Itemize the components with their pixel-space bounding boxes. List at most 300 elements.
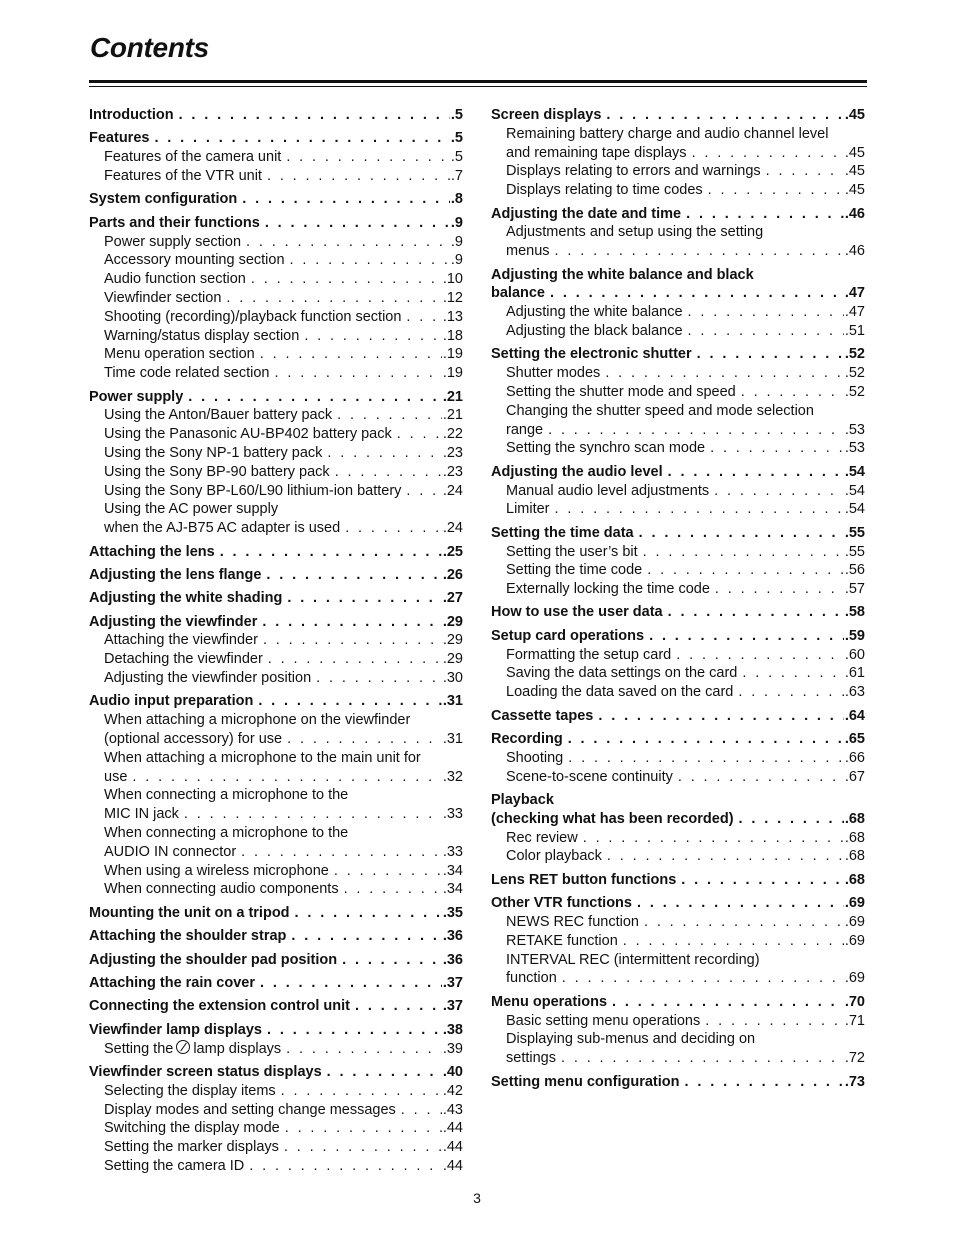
toc-entry-text: When connecting audio components xyxy=(104,881,339,898)
dot-leader xyxy=(275,364,442,383)
toc-entry-title xyxy=(506,664,737,683)
toc-heading-connecting-the-extension-control-unit[interactable] xyxy=(89,997,463,1016)
toc-page-number: .61 xyxy=(844,665,865,682)
dot-leader xyxy=(295,904,442,923)
toc-entry-text: Features of the camera unit xyxy=(104,149,282,166)
toc-heading-power-supply[interactable] xyxy=(89,388,463,407)
toc-heading-adjusting-the-lens-flange[interactable] xyxy=(89,566,463,585)
toc-heading-adjusting-the-white-shading[interactable] xyxy=(89,589,463,608)
dot-leader xyxy=(355,997,442,1016)
toc-heading-menu-operations[interactable] xyxy=(491,993,865,1012)
toc-page-number: .65 xyxy=(844,731,865,748)
toc-heading-introduction[interactable] xyxy=(89,106,463,125)
dot-leader xyxy=(623,932,844,951)
toc-entry-limiter[interactable] xyxy=(491,500,865,519)
toc-page-number: .56 xyxy=(844,562,865,579)
toc-entry-shooting-recording-playback-function-sec[interactable] xyxy=(89,308,463,327)
toc-entry-features-of-the-vtr-unit[interactable] xyxy=(89,167,463,186)
toc-entry-text: Menu operations xyxy=(491,993,608,1010)
toc-heading-setting-the-electronic-shutter[interactable] xyxy=(491,345,865,364)
toc-entry-text: Audio function section xyxy=(104,271,246,288)
toc-page-number: .70 xyxy=(844,993,865,1010)
dot-leader xyxy=(568,749,844,768)
dot-leader xyxy=(742,664,843,683)
toc-heading-features[interactable] xyxy=(89,129,463,148)
toc-entry-setting-the-camera-id[interactable] xyxy=(89,1157,463,1176)
toc-heading-attaching-the-shoulder-strap[interactable] xyxy=(89,927,463,946)
toc-section xyxy=(89,997,463,1016)
toc-entry-text: Introduction xyxy=(89,107,174,123)
dot-leader xyxy=(281,1082,442,1101)
toc-page-number: .44 xyxy=(442,1139,463,1156)
toc-entry-title xyxy=(104,824,348,843)
toc-entry-text: Setting the xyxy=(104,1040,174,1057)
toc-entry-and-remaining-tape-displays[interactable] xyxy=(491,144,865,163)
toc-heading-setup-card-operations[interactable] xyxy=(491,627,865,646)
toc-heading-recording[interactable] xyxy=(491,730,865,749)
toc-entry-title xyxy=(89,974,255,993)
toc-entry-remaining-battery-charge-and-audio-chann[interactable] xyxy=(491,125,865,144)
toc-entry-basic-setting-menu-operations[interactable] xyxy=(491,1012,865,1031)
toc-entry-text: Mounting the unit on a tripod xyxy=(89,904,290,921)
toc-entry-title xyxy=(89,1063,322,1082)
toc-entry-range[interactable] xyxy=(491,421,865,440)
dot-leader xyxy=(344,880,442,899)
toc-entry-title xyxy=(506,303,683,322)
toc-entry-title xyxy=(506,162,761,181)
toc-entry-displays-relating-to-time-codes[interactable] xyxy=(491,181,865,200)
toc-entry-setting-the-shutter-mode-and-speed[interactable] xyxy=(491,383,865,402)
toc-entry-title xyxy=(104,631,258,650)
toc-entry-displaying-sub-menus-and-deciding-on[interactable] xyxy=(491,1030,865,1049)
toc-entry-title xyxy=(491,810,734,829)
toc-entry-displays-relating-to-errors-and-warnings[interactable] xyxy=(491,162,865,181)
toc-entry-manual-audio-level-adjustments[interactable] xyxy=(491,482,865,501)
toc-entry-text: When connecting a microphone to the xyxy=(104,787,349,804)
toc-entry-when-connecting-a-microphone-to-the[interactable] xyxy=(89,786,463,805)
toc-section xyxy=(491,106,865,200)
toc-entry-switching-the-display-mode[interactable] xyxy=(89,1119,463,1138)
dot-leader xyxy=(705,1012,844,1031)
toc-heading-setting-menu-configuration[interactable] xyxy=(491,1073,865,1092)
toc-page-number: .45 xyxy=(844,163,865,180)
dot-leader xyxy=(561,1049,844,1068)
dot-leader xyxy=(291,927,441,946)
toc-heading-checking-what-has-been-recorded[interactable] xyxy=(491,810,865,829)
dot-leader xyxy=(550,284,844,303)
dot-leader xyxy=(179,106,450,125)
toc-section xyxy=(89,129,463,185)
toc-entry-detaching-the-viewfinder[interactable] xyxy=(89,650,463,669)
toc-entry-shutter-modes[interactable] xyxy=(491,364,865,383)
toc-entry-text: Remaining battery charge and audio channel level xyxy=(506,125,829,142)
toc-entry-display-modes-and-setting-change-message[interactable] xyxy=(89,1101,463,1120)
toc-heading-system-configuration[interactable] xyxy=(89,190,463,209)
toc-heading-screen-displays[interactable] xyxy=(491,106,865,125)
toc-entry-title xyxy=(104,786,348,805)
toc-entry-title xyxy=(104,1119,280,1138)
dot-leader xyxy=(686,205,844,224)
toc-section xyxy=(89,927,463,946)
toc-heading-viewfinder-lamp-displays[interactable] xyxy=(89,1021,463,1040)
toc-heading-how-to-use-the-user-data[interactable] xyxy=(491,603,865,622)
toc-entry-title xyxy=(104,148,281,167)
toc-page-number: .68 xyxy=(844,871,865,888)
toc-entry-text: Setting the camera ID xyxy=(104,1157,245,1174)
toc-page-number: .9 xyxy=(450,252,463,269)
toc-page-number: .21 xyxy=(442,407,463,424)
toc-entry-title xyxy=(491,894,632,913)
toc-entry-title xyxy=(89,214,260,233)
toc-entry-scene-to-scene-continuity[interactable] xyxy=(491,768,865,787)
dot-leader xyxy=(647,561,844,580)
toc-entry-text: Features xyxy=(89,130,150,147)
toc-entry-using-the-panasonic-au-bp402-battery-pac[interactable] xyxy=(89,425,463,444)
dot-leader xyxy=(249,1157,442,1176)
toc-page-number: .52 xyxy=(844,383,865,400)
toc-page-number: .23 xyxy=(442,463,463,480)
toc-entry-title xyxy=(506,847,602,866)
toc-entry-text: Power supply section xyxy=(104,233,242,250)
toc-page-number: .69 xyxy=(844,970,865,987)
dot-leader xyxy=(644,913,844,932)
toc-entry-title xyxy=(506,646,671,665)
toc-entry-audio-in-connector[interactable] xyxy=(89,843,463,862)
toc-entry-title xyxy=(104,345,255,364)
toc-entry-retake-function[interactable] xyxy=(491,932,865,951)
toc-page-number: .38 xyxy=(442,1021,463,1038)
toc-heading-viewfinder-screen-status-displays[interactable] xyxy=(89,1063,463,1082)
toc-entry-optional-accessory-for-use[interactable] xyxy=(89,730,463,749)
toc-page-number: .29 xyxy=(442,632,463,649)
toc-page-number: .44 xyxy=(442,1120,463,1137)
toc-entry-title xyxy=(491,707,593,726)
toc-entry-text: Setting the user’s bit xyxy=(506,543,638,560)
toc-entry-title xyxy=(104,444,322,463)
toc-entry-title xyxy=(506,383,736,402)
toc-entry-menu-operation-section[interactable] xyxy=(89,345,463,364)
toc-entry-title xyxy=(104,669,311,688)
toc-heading-cassette-tapes[interactable] xyxy=(491,707,865,726)
toc-entry-title xyxy=(89,589,282,608)
toc-entry-title xyxy=(104,289,221,308)
toc-entry-title xyxy=(506,561,642,580)
toc-entry-settings[interactable] xyxy=(491,1049,865,1068)
dot-leader xyxy=(251,270,442,289)
toc-page-number: .53 xyxy=(844,440,865,457)
toc-entry-when-connecting-a-microphone-to-the[interactable] xyxy=(89,824,463,843)
toc-page-number: .24 xyxy=(442,520,463,537)
dot-leader xyxy=(263,631,442,650)
toc-entry-viewfinder-section[interactable] xyxy=(89,289,463,308)
toc-page-number: .47 xyxy=(844,304,865,321)
toc-right-column xyxy=(491,106,865,1096)
dot-leader xyxy=(184,805,442,824)
toc-entry-title xyxy=(491,106,601,125)
toc-entry-title xyxy=(104,768,127,787)
toc-entry-title xyxy=(104,862,329,881)
toc-entry-text: Setup card operations xyxy=(491,627,645,644)
toc-entry-audio-function-section[interactable] xyxy=(89,270,463,289)
toc-entry-title xyxy=(104,463,330,482)
toc-entry-text: Setting the time code xyxy=(506,562,643,579)
toc-page-number: .69 xyxy=(844,895,865,912)
toc-section xyxy=(89,1021,463,1059)
dot-leader xyxy=(555,500,844,519)
toc-entry-title xyxy=(506,421,543,440)
dot-leader xyxy=(668,463,844,482)
toc-entry-color-playback[interactable] xyxy=(491,847,865,866)
toc-entry-title xyxy=(104,730,282,749)
toc-entry-interval-rec-intermittent-recording[interactable] xyxy=(491,951,865,970)
toc-heading-playback[interactable] xyxy=(491,791,865,810)
toc-heading-balance[interactable] xyxy=(491,284,865,303)
toc-entry-when-connecting-audio-components[interactable] xyxy=(89,880,463,899)
dot-leader xyxy=(548,421,844,440)
toc-heading-setting-the-time-data[interactable] xyxy=(491,524,865,543)
dot-leader xyxy=(337,406,442,425)
toc-entry-title xyxy=(89,129,149,148)
toc-entry-time-code-related-section[interactable] xyxy=(89,364,463,383)
toc-entry-changing-the-shutter-speed-and-mode-sele[interactable] xyxy=(491,402,865,421)
toc-entry-rec-review[interactable] xyxy=(491,829,865,848)
dot-leader xyxy=(643,543,844,562)
toc-entry-accessory-mounting-section[interactable] xyxy=(89,251,463,270)
toc-heading-other-vtr-functions[interactable] xyxy=(491,894,865,913)
toc-entry-text: Adjusting the viewfinder xyxy=(89,613,258,630)
toc-entry-text: Saving the data settings on the card xyxy=(506,665,738,682)
toc-heading-parts-and-their-functions[interactable] xyxy=(89,214,463,233)
toc-entry-text-after-icon: lamp displays xyxy=(193,1040,282,1057)
dot-leader xyxy=(688,303,844,322)
dot-leader xyxy=(562,969,844,988)
toc-section xyxy=(89,566,463,585)
toc-page-number: .37 xyxy=(442,998,463,1015)
toc-entry-text: Limiter xyxy=(506,501,550,518)
toc-section xyxy=(89,904,463,923)
toc-entry-text: Other VTR functions xyxy=(491,895,632,912)
toc-section xyxy=(89,388,463,538)
toc-page-number: .43 xyxy=(442,1101,463,1118)
toc-heading-adjusting-the-audio-level[interactable] xyxy=(491,463,865,482)
toc-entry-text: Detaching the viewfinder xyxy=(104,651,263,668)
toc-heading-attaching-the-lens[interactable] xyxy=(89,543,463,562)
toc-entry-text: Formatting the setup card xyxy=(506,646,672,663)
toc-page-number: .10 xyxy=(442,271,463,288)
toc-entry-title xyxy=(506,482,709,501)
toc-entry-using-the-anton-bauer-battery-pack[interactable] xyxy=(89,406,463,425)
toc-entry-title xyxy=(104,1040,281,1059)
toc-entry-text: Adjusting the viewfinder position xyxy=(104,670,312,687)
toc-heading-lens-ret-button-functions[interactable] xyxy=(491,871,865,890)
page-number: 3 xyxy=(473,1190,481,1206)
toc-entry-text: Screen displays xyxy=(491,107,602,123)
toc-entry-title xyxy=(89,1021,262,1040)
toc-heading-adjusting-the-viewfinder[interactable] xyxy=(89,613,463,632)
toc-section xyxy=(491,791,865,866)
toc-entry-adjustments-and-setup-using-the-setting[interactable] xyxy=(491,223,865,242)
toc-entry-mic-in-jack[interactable] xyxy=(89,805,463,824)
toc-entry-using-the-sony-np-1-battery-pack[interactable] xyxy=(89,444,463,463)
toc-entry-title xyxy=(491,1073,680,1092)
toc-entry-formatting-the-setup-card[interactable] xyxy=(491,646,865,665)
toc-page-number: .39 xyxy=(442,1040,463,1057)
toc-entry-text: Cassette tapes xyxy=(491,707,594,724)
toc-entry-setting-the[interactable] xyxy=(89,1040,463,1059)
toc-entry-text: Time code related section xyxy=(104,365,270,382)
toc-entry-setting-the-user-s-bit[interactable] xyxy=(491,543,865,562)
toc-entry-setting-the-synchro-scan-mode[interactable] xyxy=(491,439,865,458)
toc-entry-text: Accessory mounting section xyxy=(104,252,285,269)
toc-page-number: .68 xyxy=(844,848,865,865)
toc-entry-text: Display modes and setting change messages xyxy=(104,1101,396,1118)
toc-entry-text: Adjusting the lens flange xyxy=(89,566,262,583)
toc-page-number: .9 xyxy=(450,214,463,231)
toc-page-number: .51 xyxy=(844,322,865,339)
toc-entry-title xyxy=(89,543,215,562)
toc-entry-when-attaching-a-microphone-on-the-viewf[interactable] xyxy=(89,711,463,730)
dot-leader xyxy=(265,214,450,233)
toc-entry-using-the-ac-power-supply[interactable] xyxy=(89,500,463,519)
toc-section xyxy=(491,205,865,261)
toc-page-number: .31 xyxy=(442,731,463,748)
toc-entry-saving-the-data-settings-on-the-card[interactable] xyxy=(491,664,865,683)
toc-page-number: .45 xyxy=(844,144,865,161)
toc-page-number: .35 xyxy=(442,904,463,921)
toc-entry-text: Using the Sony BP-90 battery pack xyxy=(104,463,330,480)
toc-entry-adjusting-the-black-balance[interactable] xyxy=(491,322,865,341)
dot-leader xyxy=(715,580,844,599)
toc-entry-selecting-the-display-items[interactable] xyxy=(89,1082,463,1101)
toc-entry-text: Externally locking the time code xyxy=(506,581,710,598)
toc-entry-title xyxy=(104,425,392,444)
toc-entry-text: range xyxy=(506,421,544,438)
toc-entry-title xyxy=(89,904,290,923)
toc-entry-power-supply-section[interactable] xyxy=(89,233,463,252)
toc-entry-text: When connecting a microphone to the xyxy=(104,825,349,842)
toc-entry-text: Viewfinder screen status displays xyxy=(89,1063,322,1080)
toc-entry-adjusting-the-white-balance[interactable] xyxy=(491,303,865,322)
toc-entry-title xyxy=(506,223,763,242)
lamp-icon xyxy=(176,1040,190,1054)
toc-entry-title xyxy=(104,650,263,669)
toc-entry-text: menus xyxy=(506,243,550,260)
toc-entry-using-the-sony-bp-90-battery-pack[interactable] xyxy=(89,463,463,482)
toc-page-number: .13 xyxy=(442,308,463,325)
toc-entry-title xyxy=(104,327,299,346)
toc-heading-attaching-the-rain-cover[interactable] xyxy=(89,974,463,993)
toc-entry-function[interactable] xyxy=(491,969,865,988)
dot-leader xyxy=(401,1101,442,1120)
dot-leader xyxy=(154,129,449,148)
toc-section xyxy=(491,463,865,519)
toc-heading-adjusting-the-date-and-time[interactable] xyxy=(491,205,865,224)
toc-heading-adjusting-the-shoulder-pad-position[interactable] xyxy=(89,951,463,970)
toc-page-number: .29 xyxy=(442,651,463,668)
toc-entry-news-rec-function[interactable] xyxy=(491,913,865,932)
toc-entry-title xyxy=(491,345,692,364)
dot-leader xyxy=(605,364,844,383)
toc-page-number: .57 xyxy=(844,581,865,598)
toc-entry-when-attaching-a-microphone-to-the-main-[interactable] xyxy=(89,749,463,768)
toc-entry-when-the-aj-b75-ac-adapter-is-used[interactable] xyxy=(89,519,463,538)
dot-leader xyxy=(246,233,450,252)
toc-section xyxy=(89,613,463,688)
toc-entry-text: (optional accessory) for use xyxy=(104,731,283,748)
toc-entry-shooting[interactable] xyxy=(491,749,865,768)
toc-heading-adjusting-the-white-balance-and-black[interactable] xyxy=(491,266,865,285)
dot-leader xyxy=(327,1063,442,1082)
dot-leader xyxy=(284,1138,442,1157)
toc-entry-use[interactable] xyxy=(89,768,463,787)
toc-entry-title xyxy=(491,791,554,810)
toc-entry-loading-the-data-saved-on-the-card[interactable] xyxy=(491,683,865,702)
dot-leader xyxy=(678,768,844,787)
toc-page-number: .32 xyxy=(442,768,463,785)
toc-entry-title xyxy=(506,683,733,702)
toc-page-number: .52 xyxy=(844,346,865,363)
dot-leader xyxy=(287,589,441,608)
toc-heading-mounting-the-unit-on-a-tripod[interactable] xyxy=(89,904,463,923)
toc-entry-attaching-the-viewfinder[interactable] xyxy=(89,631,463,650)
toc-page-number: .44 xyxy=(442,1157,463,1174)
toc-entry-title xyxy=(104,1138,279,1157)
toc-entry-title xyxy=(104,1157,244,1176)
toc-section xyxy=(89,1063,463,1176)
dot-leader xyxy=(555,242,844,261)
dot-leader xyxy=(334,862,442,881)
toc-entry-text: Adjusting the shoulder pad position xyxy=(89,951,338,968)
toc-entry-features-of-the-camera-unit[interactable] xyxy=(89,148,463,167)
toc-entry-title xyxy=(506,144,687,163)
toc-entry-menus[interactable] xyxy=(491,242,865,261)
toc-entry-setting-the-marker-displays[interactable] xyxy=(89,1138,463,1157)
toc-entry-text: Shooting (recording)/playback function section xyxy=(104,308,402,325)
toc-entry-title xyxy=(104,167,262,186)
toc-section xyxy=(491,707,865,726)
toc-entry-text: Scene-to-scene continuity xyxy=(506,768,673,785)
toc-entry-using-the-sony-bp-l60-l90-lithium-ion-ba[interactable] xyxy=(89,482,463,501)
toc-entry-title xyxy=(104,482,401,501)
toc-entry-setting-the-time-code[interactable] xyxy=(491,561,865,580)
toc-entry-adjusting-the-viewfinder-position[interactable] xyxy=(89,669,463,688)
toc-entry-text: Using the Sony NP-1 battery pack xyxy=(104,444,323,461)
dot-leader xyxy=(242,190,450,209)
toc-entry-text: Recording xyxy=(491,731,563,748)
toc-entry-warning-status-display-section[interactable] xyxy=(89,327,463,346)
toc-entry-when-using-a-wireless-microphone[interactable] xyxy=(89,862,463,881)
toc-entry-title xyxy=(89,566,261,585)
toc-page-number: .33 xyxy=(442,843,463,860)
toc-heading-audio-input-preparation[interactable] xyxy=(89,692,463,711)
toc-page-number: .64 xyxy=(844,707,865,724)
toc-entry-title xyxy=(104,1082,276,1101)
toc-section xyxy=(491,627,865,702)
toc-entry-text: When attaching a microphone to the main unit for xyxy=(104,749,421,766)
toc-entry-externally-locking-the-time-code[interactable] xyxy=(491,580,865,599)
toc-entry-text: Setting menu configuration xyxy=(491,1073,680,1090)
dot-leader xyxy=(598,707,843,726)
toc-left-column xyxy=(89,106,463,1180)
toc-entry-title xyxy=(491,603,663,622)
toc-page-number: .54 xyxy=(844,463,865,480)
toc-entry-title xyxy=(506,932,618,951)
dot-leader xyxy=(342,951,442,970)
toc-page-number: .59 xyxy=(844,627,865,644)
toc-section xyxy=(89,106,463,125)
dot-leader xyxy=(267,167,450,186)
toc-page-number: .68 xyxy=(844,829,865,846)
